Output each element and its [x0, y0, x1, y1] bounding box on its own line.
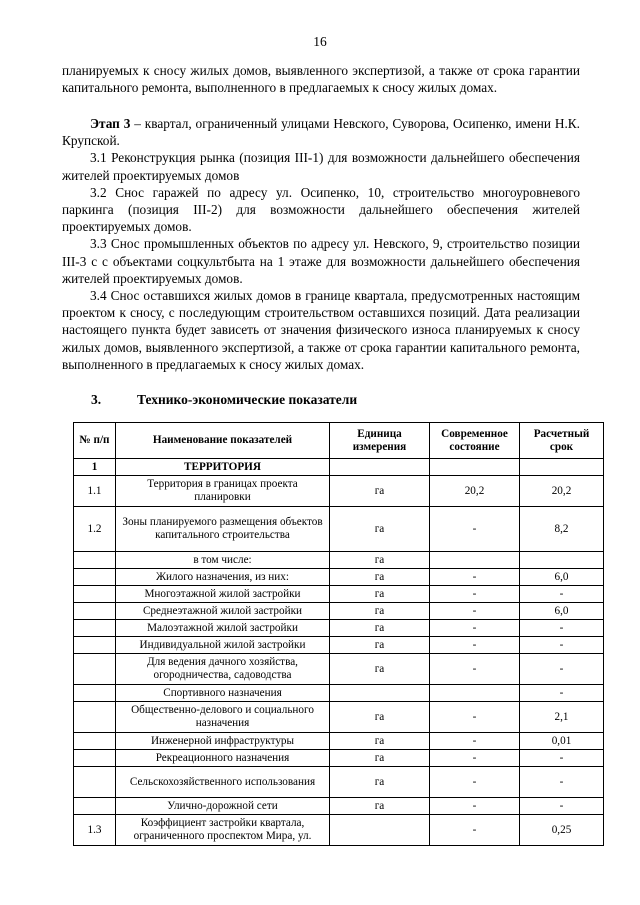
cell-number — [74, 654, 116, 685]
cell-current — [430, 552, 520, 569]
stage-3-item: 3.3 Снос промышленных объектов по адресу ул. Невского, 9, строительство позиции III-3 с с объектами соцкультбыта на 1 этаже для возможности дальнейшего обеспечения жителей проектируемых домов. — [62, 236, 580, 286]
cell-current — [430, 459, 520, 476]
cell-indicator: Среднеэтажной жилой застройки — [116, 603, 330, 620]
cell-indicator: Улично-дорожной сети — [116, 798, 330, 815]
cell-number — [74, 603, 116, 620]
table-row — [74, 702, 604, 733]
cell-number: 1.2 — [74, 507, 116, 552]
cell-unit: га — [330, 654, 430, 685]
header-target-period: Расчетный срок — [520, 423, 604, 459]
cell-indicator: Общественно-делового и социального назначения — [116, 702, 330, 733]
table-row — [74, 552, 604, 569]
cell-unit: га — [330, 702, 430, 733]
cell-indicator: в том числе: — [116, 552, 330, 569]
stage-3-section — [62, 115, 580, 373]
cell-current: - — [430, 750, 520, 767]
cell-indicator: Территория в границах проекта планировки — [116, 476, 330, 507]
cell-number — [74, 702, 116, 733]
cell-number — [74, 552, 116, 569]
cell-current: - — [430, 569, 520, 586]
table-header-row — [74, 423, 604, 459]
cell-indicator: Сельскохозяйственного использования — [116, 767, 330, 798]
stage-3-description: – квартал, ограниченный улицами Невского, Суворова, Осипенко, имени Н.К. Крупской. — [62, 116, 580, 149]
table-row — [74, 507, 604, 552]
cell-current: - — [430, 586, 520, 603]
cell-unit: га — [330, 603, 430, 620]
header-indicator-name: Наименование показателей — [116, 423, 330, 459]
cell-indicator: Коэффициент застройки квартала, ограниченного проспектом Мира, ул. — [116, 815, 330, 846]
cell-indicator: Инженерной инфраструктуры — [116, 733, 330, 750]
cell-target: 2,1 — [520, 702, 604, 733]
cell-indicator: Спортивного назначения — [116, 685, 330, 702]
cell-unit: га — [330, 507, 430, 552]
cell-current: - — [430, 767, 520, 798]
cell-unit: га — [330, 767, 430, 798]
cell-current — [430, 685, 520, 702]
cell-target: 0,01 — [520, 733, 604, 750]
stage-3-item: 3.1 Реконструкция рынка (позиция III-1) для возможности дальнейшего обеспечения жителей проектируемых домов — [62, 150, 580, 183]
stage-3-label: Этап 3 — [90, 116, 131, 131]
cell-target — [520, 459, 604, 476]
cell-target: - — [520, 654, 604, 685]
cell-target: - — [520, 750, 604, 767]
indicators-table — [73, 422, 604, 846]
cell-current: - — [430, 733, 520, 750]
cell-unit: га — [330, 750, 430, 767]
cell-unit — [330, 685, 430, 702]
cell-current: - — [430, 603, 520, 620]
table-row — [74, 603, 604, 620]
stage-3-item: 3.2 Снос гаражей по адресу ул. Осипенко, 10, строительство многоуровневого паркинга (позиция III-2) для возможности дальнейшего обеспечения жителей проектируемых домов. — [62, 184, 580, 235]
cell-unit: га — [330, 552, 430, 569]
cell-indicator: Рекреационного назначения — [116, 750, 330, 767]
cell-current: - — [430, 637, 520, 654]
cell-unit: га — [330, 620, 430, 637]
table-row — [74, 654, 604, 685]
cell-target: 0,25 — [520, 815, 604, 846]
cell-unit: га — [330, 586, 430, 603]
cell-number — [74, 569, 116, 586]
section-number: 3. — [91, 392, 102, 407]
table-row — [74, 798, 604, 815]
cell-current: - — [430, 507, 520, 552]
cell-unit: га — [330, 733, 430, 750]
page-number: 16 — [313, 34, 327, 49]
header-current-state: Современное состояние — [430, 423, 520, 459]
cell-indicator: Многоэтажной жилой застройки — [116, 586, 330, 603]
cell-number — [74, 750, 116, 767]
cell-target: - — [520, 685, 604, 702]
cell-target: - — [520, 637, 604, 654]
cell-number: 1.3 — [74, 815, 116, 846]
cell-number — [74, 733, 116, 750]
cell-current: - — [430, 654, 520, 685]
cell-number — [74, 767, 116, 798]
section-heading — [91, 392, 357, 408]
cell-target: - — [520, 620, 604, 637]
cell-number — [74, 620, 116, 637]
header-unit: Единица измерения — [330, 423, 430, 459]
table-row — [74, 586, 604, 603]
cell-unit: га — [330, 798, 430, 815]
cell-unit — [330, 815, 430, 846]
cell-number: 1 — [74, 459, 116, 476]
cell-current: 20,2 — [430, 476, 520, 507]
cell-target: - — [520, 586, 604, 603]
table-row — [74, 685, 604, 702]
cell-unit — [330, 459, 430, 476]
table-row — [74, 637, 604, 654]
continuation-paragraph — [62, 62, 580, 96]
cell-target: 6,0 — [520, 603, 604, 620]
cell-target: 8,2 — [520, 507, 604, 552]
cell-number: 1.1 — [74, 476, 116, 507]
header-number: № п/п — [74, 423, 116, 459]
cell-indicator: ТЕРРИТОРИЯ — [116, 459, 330, 476]
table-row — [74, 750, 604, 767]
cell-target: - — [520, 798, 604, 815]
table-row — [74, 620, 604, 637]
section-title: Технико-экономические показатели — [137, 392, 358, 407]
cell-target: 6,0 — [520, 569, 604, 586]
stage-3-item: 3.4 Снос оставшихся жилых домов в границе квартала, предусмотренных настоящим проектом к сносу, с последующим строительством оставшихся позиций. Дата реализации настоящего пункта будет зависеть от значения физического износа планируемых к сносу жилых домов, выявленного экспертизой, а также от срока гарантии капитального ремонта, выполненного в предлагаемых к сносу жилых домах. — [62, 288, 580, 372]
cell-unit: га — [330, 476, 430, 507]
cell-number — [74, 798, 116, 815]
cell-indicator: Для ведения дачного хозяйства, огородничества, садоводства — [116, 654, 330, 685]
table-row — [74, 476, 604, 507]
cell-indicator: Зоны планируемого размещения объектов капитального строительства — [116, 507, 330, 552]
cell-indicator: Индивидуальной жилой застройки — [116, 637, 330, 654]
cell-target: 20,2 — [520, 476, 604, 507]
cell-target — [520, 552, 604, 569]
table-row — [74, 767, 604, 798]
table-row — [74, 569, 604, 586]
cell-current: - — [430, 798, 520, 815]
cell-indicator: Жилого назначения, из них: — [116, 569, 330, 586]
cell-current: - — [430, 620, 520, 637]
table-row — [74, 815, 604, 846]
cell-current: - — [430, 702, 520, 733]
paragraph-text: планируемых к сносу жилых домов, выявленного экспертизой, а также от срока гарантии капитального ремонта, выполненного в предлагаемых к сносу жилых домах. — [62, 63, 580, 96]
table-row — [74, 459, 604, 476]
cell-indicator: Малоэтажной жилой застройки — [116, 620, 330, 637]
cell-unit: га — [330, 637, 430, 654]
cell-number — [74, 586, 116, 603]
cell-number — [74, 685, 116, 702]
cell-number — [74, 637, 116, 654]
cell-target: - — [520, 767, 604, 798]
table-row — [74, 733, 604, 750]
cell-current: - — [430, 815, 520, 846]
cell-unit: га — [330, 569, 430, 586]
stage-3-intro — [62, 115, 580, 149]
